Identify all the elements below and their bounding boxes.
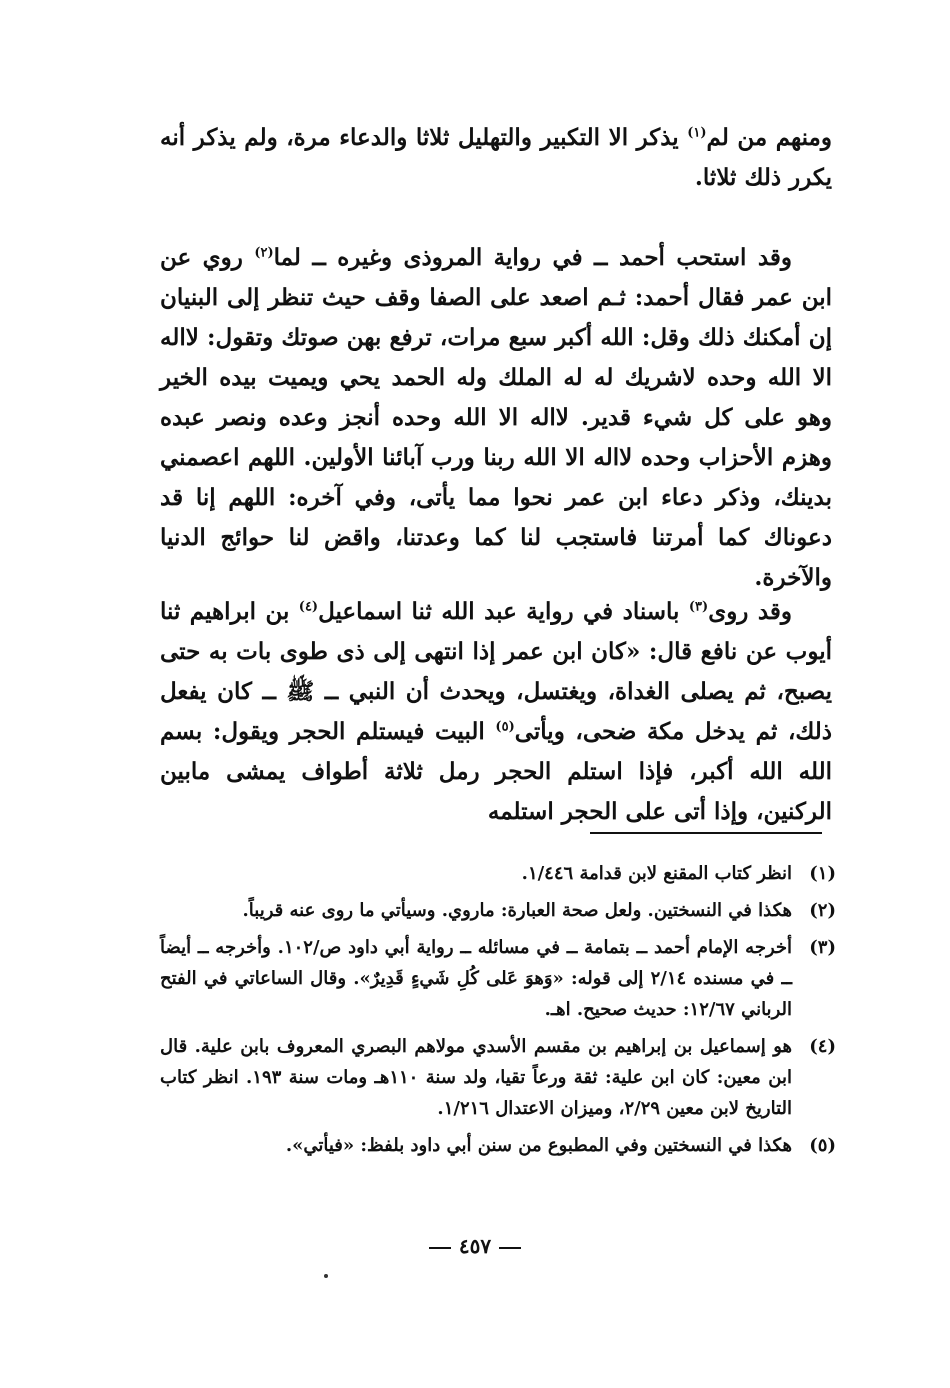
footnote-ref-3[interactable]: (٣) [688, 599, 709, 615]
footnote-number: (٣) [809, 937, 836, 958]
footnote-number: (٤) [809, 1036, 836, 1057]
paragraph-3-text-d: البيت فيستلم الحجر ويقول: بسم الله الله أكبر، فإذا استلم الحجر رمل ثلاثة أطواف يمشى مابين الركنين، وإذا أتى على الحجر استلمه [160, 718, 832, 825]
footnote-text: هكذا في النسختين وفي المطبوع من سنن أبي داود بلفظ: «فيأتي». [285, 1135, 792, 1156]
page-number [0, 1234, 950, 1258]
footnote-number: (١) [809, 863, 836, 884]
footnote-ref-2[interactable]: (٢) [254, 245, 274, 261]
footnote-4 [160, 1031, 836, 1124]
footnote-5 [160, 1130, 836, 1161]
footnote-ref-1[interactable]: (١) [687, 125, 707, 141]
paragraph-3-text-a: وقد روى [708, 598, 793, 625]
page-number-dash-left [499, 1247, 521, 1249]
page-number-dash-right [429, 1247, 451, 1249]
paragraph-2-text-a: وقد استحب أحمد ــ في رواية المروذى وغيره ــ لما [273, 244, 792, 271]
paragraph-3-text-c: بن ابراهيم ثنا أيوب عن نافع قال: «كان ابن عمر إذا انتهى إلى ذى طوى بات به حتى يصبح، ثم يصلى الغداة، ويغتسل، ويحدث أن النبي ــ ﷺ ــ كان يفعل ذلك، ثم يدخل مكة ضحى، ويأتى [160, 598, 833, 745]
footnote-ref-5[interactable]: (٥) [495, 719, 515, 735]
footnote-text: انظر كتاب المقنع لابن قدامة ١/٤٤٦. [521, 863, 792, 884]
footnote-2 [160, 895, 836, 926]
footnote-3 [160, 932, 836, 1025]
paragraph-3-text-b: باسناد في رواية عبد الله ثنا اسماعيل [318, 598, 689, 625]
paragraph-2-text-b: روي عن ابن عمر فقال أحمد: ثـم اصعد على الصفا وقف حيث تنظر إلى البنيان إن أمكنك ذلك وقل: الله أكبر سبع مرات، ترفع بهن صوتك وتقول: لااله الا الله وحده لاشريك له له الملك وله الحمد يحي ويميت بيده الخير وهو على كل شيء قدير. لااله الا الله وحده أنجز وعده ونصر عبده وهزم الأحزاب وحده لااله الا الله ربنا ورب آبائنا الأولين. اللهم اعصمني بدينك، وذكر دعاء ابن عمر نحوا مما يأتى، وفي آخره: اللهم إنا قد دعوناك كما أمرتنا فاستجب لنا كما وعدتنا، واقض لنا حوائج الدنيا والآخرة. [160, 244, 832, 591]
paragraph-2 [160, 238, 832, 598]
footnote-text: هكذا في النسختين. ولعل صحة العبارة: ماروي. وسيأتي ما روى عنه قريباً. [242, 900, 792, 921]
paragraph-1 [160, 118, 832, 198]
paragraph-1-text-a: ومنهم من لم [706, 124, 832, 151]
footnote-text: أخرجه الإمام أحمد ــ بتمامة ــ في مسائله ــ رواية أبي داود ص/١٠٢. وأخرجه ــ أيضاً ــ في مسنده ٢/١٤ إلى قوله: «وَهوَ عَلى كُلِ شَيءٍ قَدِيرٌ». وقال الساعاتي في الفتح الرباني ١٢/٦٧: حديث صحيح. اهـ. [160, 937, 793, 1020]
footnote-number: (٢) [809, 900, 836, 921]
footnote-number: (٥) [809, 1135, 836, 1156]
footnote-separator [590, 832, 822, 834]
scan-speck [324, 1274, 328, 1278]
paragraph-1-text-b: يذكر الا التكبير والتهليل ثلاثا والدعاء مرة، ولم يذكر أنه يكرر ذلك ثلاثا. [160, 124, 832, 191]
footnote-ref-4[interactable]: (٤) [298, 599, 319, 615]
paragraph-3 [160, 592, 832, 832]
footnote-text: هو إسماعيل بن إبراهيم بن مقسم الأسدي مولاهم البصري المعروف بابن علية. قال ابن معين: كان ابن علية: ثقة ورعاً تقيا، ولد سنة ١١٠هـ ومات سنة ١٩٣. انظر كتاب التاريخ لابن معين ٢/٢٩، وميزان الاعتدال ١/٢١٦. [160, 1036, 792, 1119]
page-number-value: ٤٥٧ [458, 1234, 492, 1258]
footnote-1 [160, 858, 836, 889]
footnotes-section [160, 858, 836, 1167]
